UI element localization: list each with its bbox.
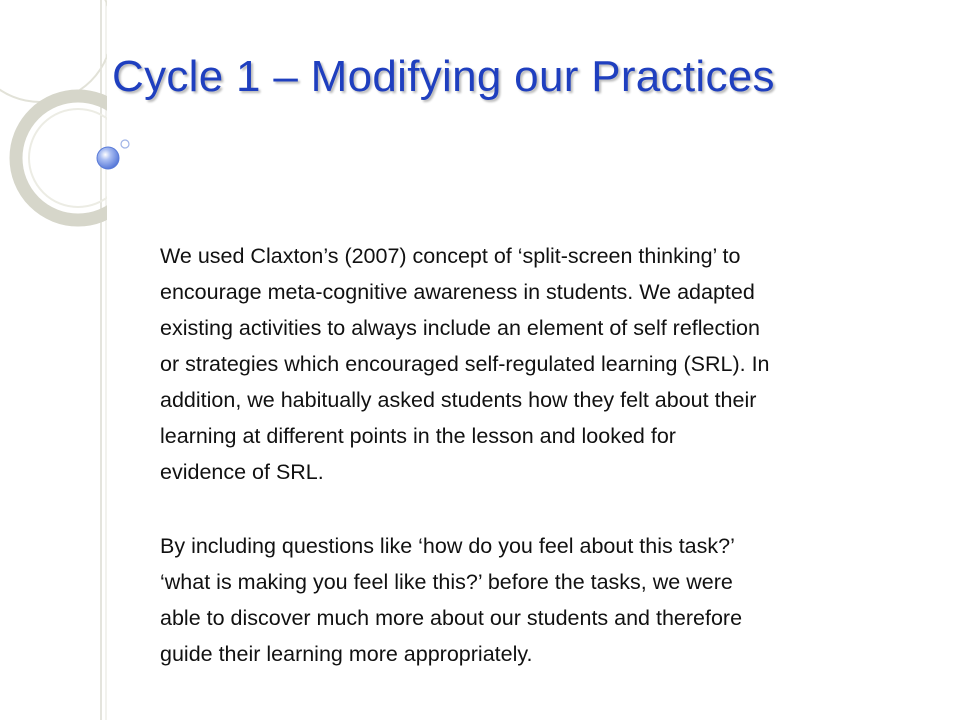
paragraph-line: encourage meta-cognitive awareness in students. We adapted [160,280,755,304]
paragraph-line: By including questions like ‘how do you feel about this task?’ [160,534,735,558]
paragraph-line: learning at different points in the lesson and looked for [160,424,676,448]
paragraph-line: existing activities to always include an element of self reflection [160,316,760,340]
paragraph-line: addition, we habitually asked students how they felt about their [160,388,757,412]
paragraph-line: guide their learning more appropriately. [160,642,533,666]
paragraph-line: or strategies which encouraged self-regulated learning (SRL). In [160,352,770,376]
paragraph-line: ‘what is making you feel like this?’ before the tasks, we were [160,570,733,594]
paragraph-1 [160,238,920,490]
page-title: Cycle 1 – Modifying our Practices [112,52,775,101]
bullet-dot-icon [97,147,119,169]
paragraph-line: able to discover much more about our students and therefore [160,606,743,630]
paragraph-2 [160,528,920,672]
slide-body [160,238,920,672]
paragraph-line: We used Claxton’s (2007) concept of ‘split-screen thinking’ to [160,244,741,268]
paragraph-line: evidence of SRL. [160,460,324,484]
